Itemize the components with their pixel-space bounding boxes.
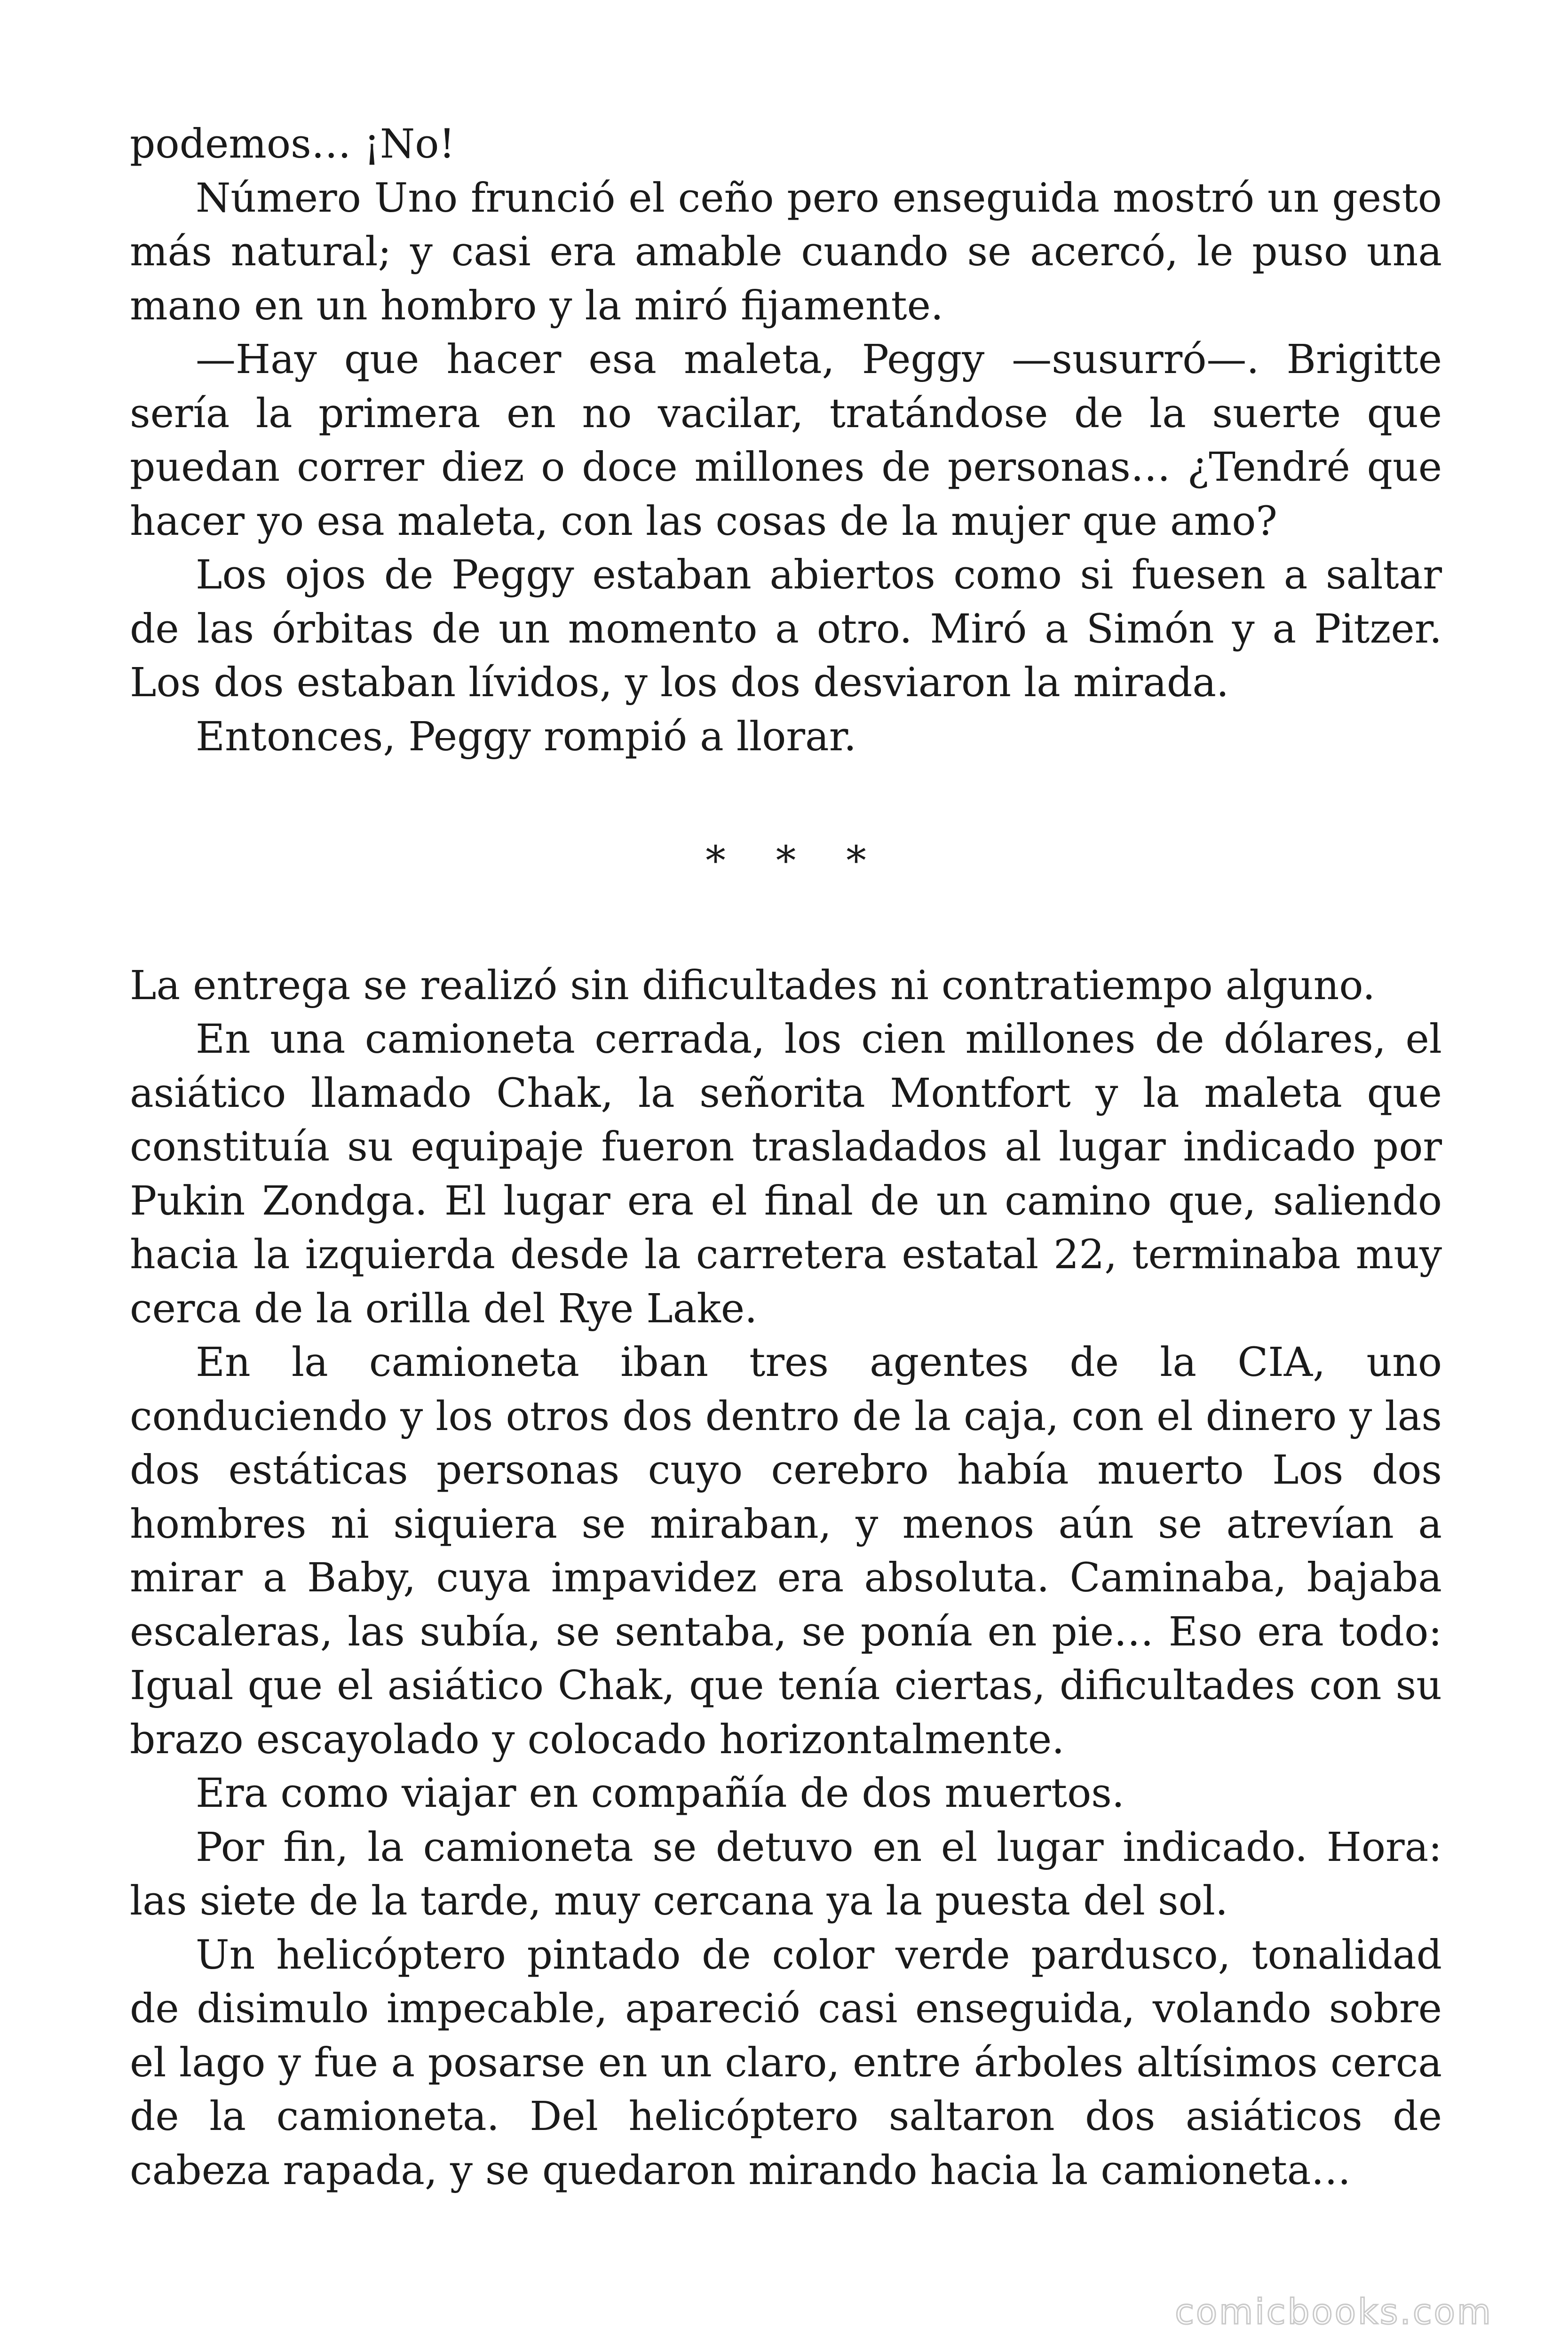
paragraph: Entonces, Peggy rompió a llorar.: [196, 713, 857, 760]
paragraph: En la camioneta iban tres agentes de la CIA, uno conduciendo y los otros dos dentro de la caja, con el dinero y las dos estáticas personas cuyo cerebro había muerto Los dos hombres ni siquiera se miraban, y menos aún se atrevían a mirar a Baby, cuya impavidez era absoluta. Caminaba, bajaba escaleras, las subía, se sentaba, se ponía en pie… Eso era todo: Igual que el asiático Chak, que tenía ciertas, dificultades con su brazo escayolado y colocado horizontalmente.: [130, 1339, 1442, 1763]
paragraph: Los ojos de Peggy estaban abiertos como si fuesen a saltar de las órbitas de un momento a otro. Miró a Simón y a Pitzer. Los dos estaban lívidos, y los dos desviaron la mirada.: [130, 552, 1442, 706]
paragraph: Un helicóptero pintado de color verde pardusco, tonalidad de disimulo impecable, apareció casi enseguida, volando sobre el lago y fue a posarse en un claro, entre árboles altísimos cerca de la camioneta. Del helicóptero saltaron dos asiáticos de cabeza rapada, y se quedaron mirando hacia la camioneta…: [130, 1931, 1442, 2194]
book-page: [130, 118, 1442, 2198]
paragraph: Era como viajar en compañía de dos muertos.: [196, 1770, 1125, 1817]
paragraph: Por fin, la camioneta se detuvo en el lugar indicado. Hora: las siete de la tarde, muy cercana ya la puesta del sol.: [130, 1824, 1442, 1924]
paragraph: —Hay que hacer esa maleta, Peggy —susurró—. Brigitte sería la primera en no vacilar, tratándose de la suerte que puedan correr diez o doce millones de personas… ¿Tendré que hacer yo esa maleta, con las cosas de la mujer que amo?: [130, 336, 1442, 545]
paragraph: podemos… ¡No!: [130, 121, 455, 167]
section-break: * * *: [705, 838, 885, 884]
paragraph: Número Uno frunció el ceño pero enseguida mostró un gesto más natural; y casi era amable cuando se acercó, le puso una mano en un hombro y la miró fijamente.: [130, 175, 1442, 329]
watermark: comicbooks.com: [1175, 2292, 1493, 2332]
paragraph: En una camioneta cerrada, los cien millones de dólares, el asiático llamado Chak, la señorita Montfort y la maleta que constituía su equipaje fueron trasladados al lugar indicado por Pukin Zondga. El lugar era el final de un camino que, saliendo hacia la izquierda desde la carretera estatal 22, terminaba muy cerca de la orilla del Rye Lake.: [130, 1016, 1442, 1332]
paragraph: La entrega se realizó sin dificultades ni contratiempo alguno.: [130, 962, 1376, 1009]
